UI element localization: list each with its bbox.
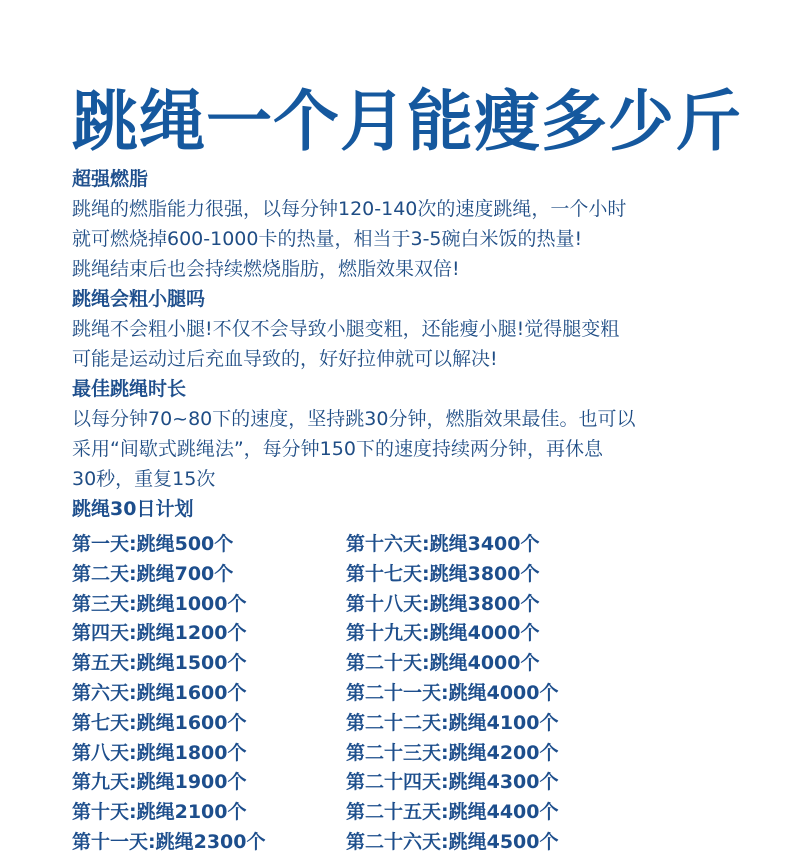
plan-item: 第二十五天:跳绳4400个	[346, 801, 559, 824]
section-heading: 最佳跳绳时长	[72, 378, 187, 400]
paragraph-line: 30秒，重复15次	[72, 468, 216, 490]
plan-grid	[72, 530, 772, 858]
section-heading: 跳绳会粗小腿吗	[72, 288, 206, 310]
section-calves	[72, 284, 772, 374]
plan-item: 第十八天:跳绳3800个	[346, 592, 540, 615]
plan-item: 第六天:跳绳1600个	[72, 681, 247, 704]
plan-item: 第五天:跳绳1500个	[72, 652, 247, 675]
plan-item: 第九天:跳绳1900个	[72, 771, 247, 794]
plan-item: 第二天:跳绳700个	[72, 562, 234, 585]
paragraph-line: 采用“间歇式跳绳法”，每分钟150下的速度持续两分钟，再休息	[72, 438, 603, 460]
article	[72, 80, 772, 858]
plan-item: 第十天:跳绳2100个	[72, 801, 247, 824]
plan-item: 第十七天:跳绳3800个	[346, 562, 540, 585]
paragraph-line: 跳绳的燃脂能力很强，以每分钟120-140次的速度跳绳，一个小时	[72, 198, 627, 220]
section-best-duration	[72, 374, 772, 494]
plan-item: 第八天:跳绳1800个	[72, 741, 247, 764]
plan-column-left	[72, 530, 346, 858]
plan-item: 第二十天:跳绳4000个	[346, 652, 540, 675]
plan-item: 第二十四天:跳绳4300个	[346, 771, 559, 794]
plan-item: 第二十六天:跳绳4500个	[346, 830, 559, 853]
plan-item: 第三天:跳绳1000个	[72, 592, 247, 615]
paragraph-line: 以每分钟70~80下的速度，坚持跳30分钟，燃脂效果最佳。也可以	[72, 408, 636, 430]
section-heading: 跳绳30日计划	[72, 498, 194, 520]
plan-item: 第十九天:跳绳4000个	[346, 622, 540, 645]
paragraph-line: 就可燃烧掉600-1000卡的热量，相当于3-5碗白米饭的热量!	[72, 228, 583, 250]
paragraph-line: 可能是运动过后充血导致的，好好拉伸就可以解决!	[72, 348, 498, 370]
section-30-day-plan	[72, 494, 772, 858]
plan-item: 第二十二天:跳绳4100个	[346, 711, 559, 734]
paragraph-line: 跳绳结束后也会持续燃烧脂肪，燃脂效果双倍!	[72, 258, 460, 280]
plan-item: 第四天:跳绳1200个	[72, 622, 247, 645]
section-fat-burning	[72, 164, 772, 284]
plan-item: 第七天:跳绳1600个	[72, 711, 247, 734]
paragraph-line: 跳绳不会粗小腿!不仅不会导致小腿变粗，还能瘦小腿!觉得腿变粗	[72, 318, 620, 340]
plan-item: 第十一天:跳绳2300个	[72, 830, 266, 853]
plan-item: 第一天:跳绳500个	[72, 533, 234, 555]
section-heading: 超强燃脂	[72, 168, 149, 190]
plan-column-right	[346, 530, 686, 858]
plan-item: 第二十三天:跳绳4200个	[346, 741, 559, 764]
plan-item: 第十六天:跳绳3400个	[346, 533, 540, 555]
plan-item: 第二十一天:跳绳4000个	[346, 681, 559, 704]
page-title: 跳绳一个月能瘦多少斤	[72, 83, 742, 160]
